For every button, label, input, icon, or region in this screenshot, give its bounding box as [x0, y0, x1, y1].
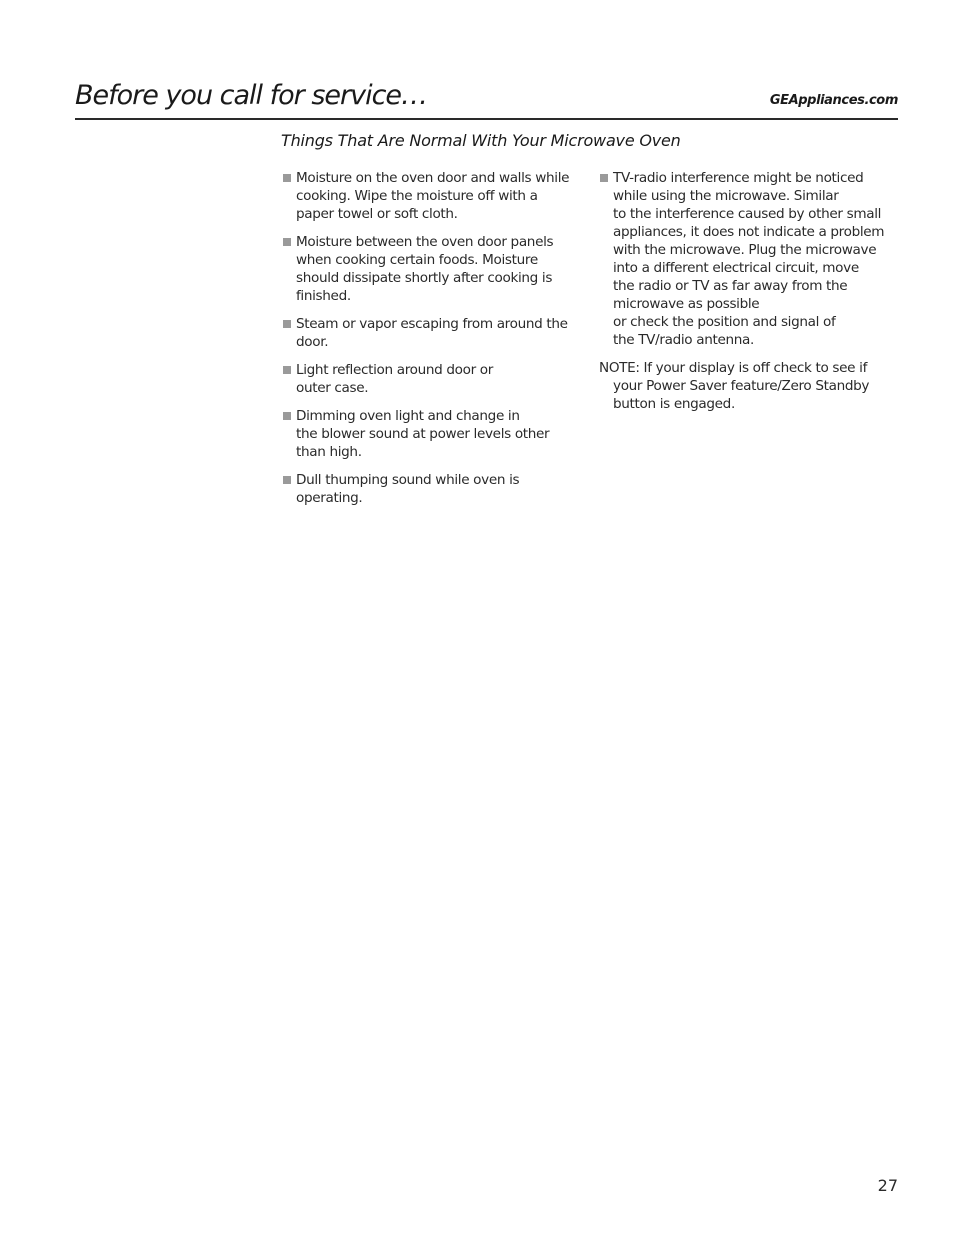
item-line: the blower sound at power levels other [296, 426, 550, 442]
item-line: the radio or TV as far away from the [613, 278, 848, 294]
item-line: than high. [296, 444, 362, 460]
square-bullet-icon [283, 476, 291, 484]
note-line: button is engaged. [613, 396, 735, 412]
page-title: Before you call for service… [75, 80, 428, 111]
item-line: should dissipate shortly after cooking is [296, 270, 553, 286]
page-number: 27 [877, 1176, 898, 1195]
page-header [75, 78, 898, 120]
list-item [282, 315, 582, 351]
item-line: finished. [296, 288, 351, 304]
square-bullet-icon [283, 174, 291, 182]
item-line: or check the position and signal of [613, 314, 836, 330]
list-item [282, 169, 582, 223]
section-heading: Things That Are Normal With Your Microwave Oven [281, 131, 681, 150]
item-line: the TV/radio antenna. [613, 332, 754, 348]
list-item [282, 233, 582, 305]
item-line: when cooking certain foods. Moisture [296, 252, 538, 268]
item-line: Moisture on the oven door and walls while [296, 170, 570, 186]
item-line: door. [296, 334, 329, 350]
item-line: Steam or vapor escaping from around the [296, 316, 568, 332]
list-item [599, 169, 899, 349]
item-line: Dull thumping sound while oven is [296, 472, 520, 488]
item-line: paper towel or soft cloth. [296, 206, 458, 222]
item-line: microwave as possible [613, 296, 760, 312]
item-line: operating. [296, 490, 363, 506]
left-column [282, 169, 582, 517]
item-line: into a different electrical circuit, move [613, 260, 859, 276]
square-bullet-icon [283, 320, 291, 328]
list-item [282, 471, 582, 507]
item-line: TV-radio interference might be noticed [613, 170, 864, 186]
list-item [282, 361, 582, 397]
item-line: while using the microwave. Similar [613, 188, 839, 204]
item-line: Dimming oven light and change in [296, 408, 520, 424]
note-line: your Power Saver feature/Zero Standby [613, 378, 870, 394]
item-line: appliances, it does not indicate a problem [613, 224, 885, 240]
note-line: NOTE: If your display is off check to see if [599, 360, 868, 376]
square-bullet-icon [283, 238, 291, 246]
item-line: cooking. Wipe the moisture off with a [296, 188, 538, 204]
right-column [599, 169, 899, 413]
item-line: to the interference caused by other small [613, 206, 882, 222]
item-line: with the microwave. Plug the microwave [613, 242, 877, 258]
note-block [599, 359, 899, 413]
square-bullet-icon [283, 366, 291, 374]
item-line: Moisture between the oven door panels [296, 234, 554, 250]
item-line: Light reflection around door or [296, 362, 494, 378]
item-line: outer case. [296, 380, 369, 396]
website-link[interactable]: GEAppliances.com [769, 93, 898, 108]
list-item [282, 407, 582, 461]
square-bullet-icon [283, 412, 291, 420]
square-bullet-icon [600, 174, 608, 182]
